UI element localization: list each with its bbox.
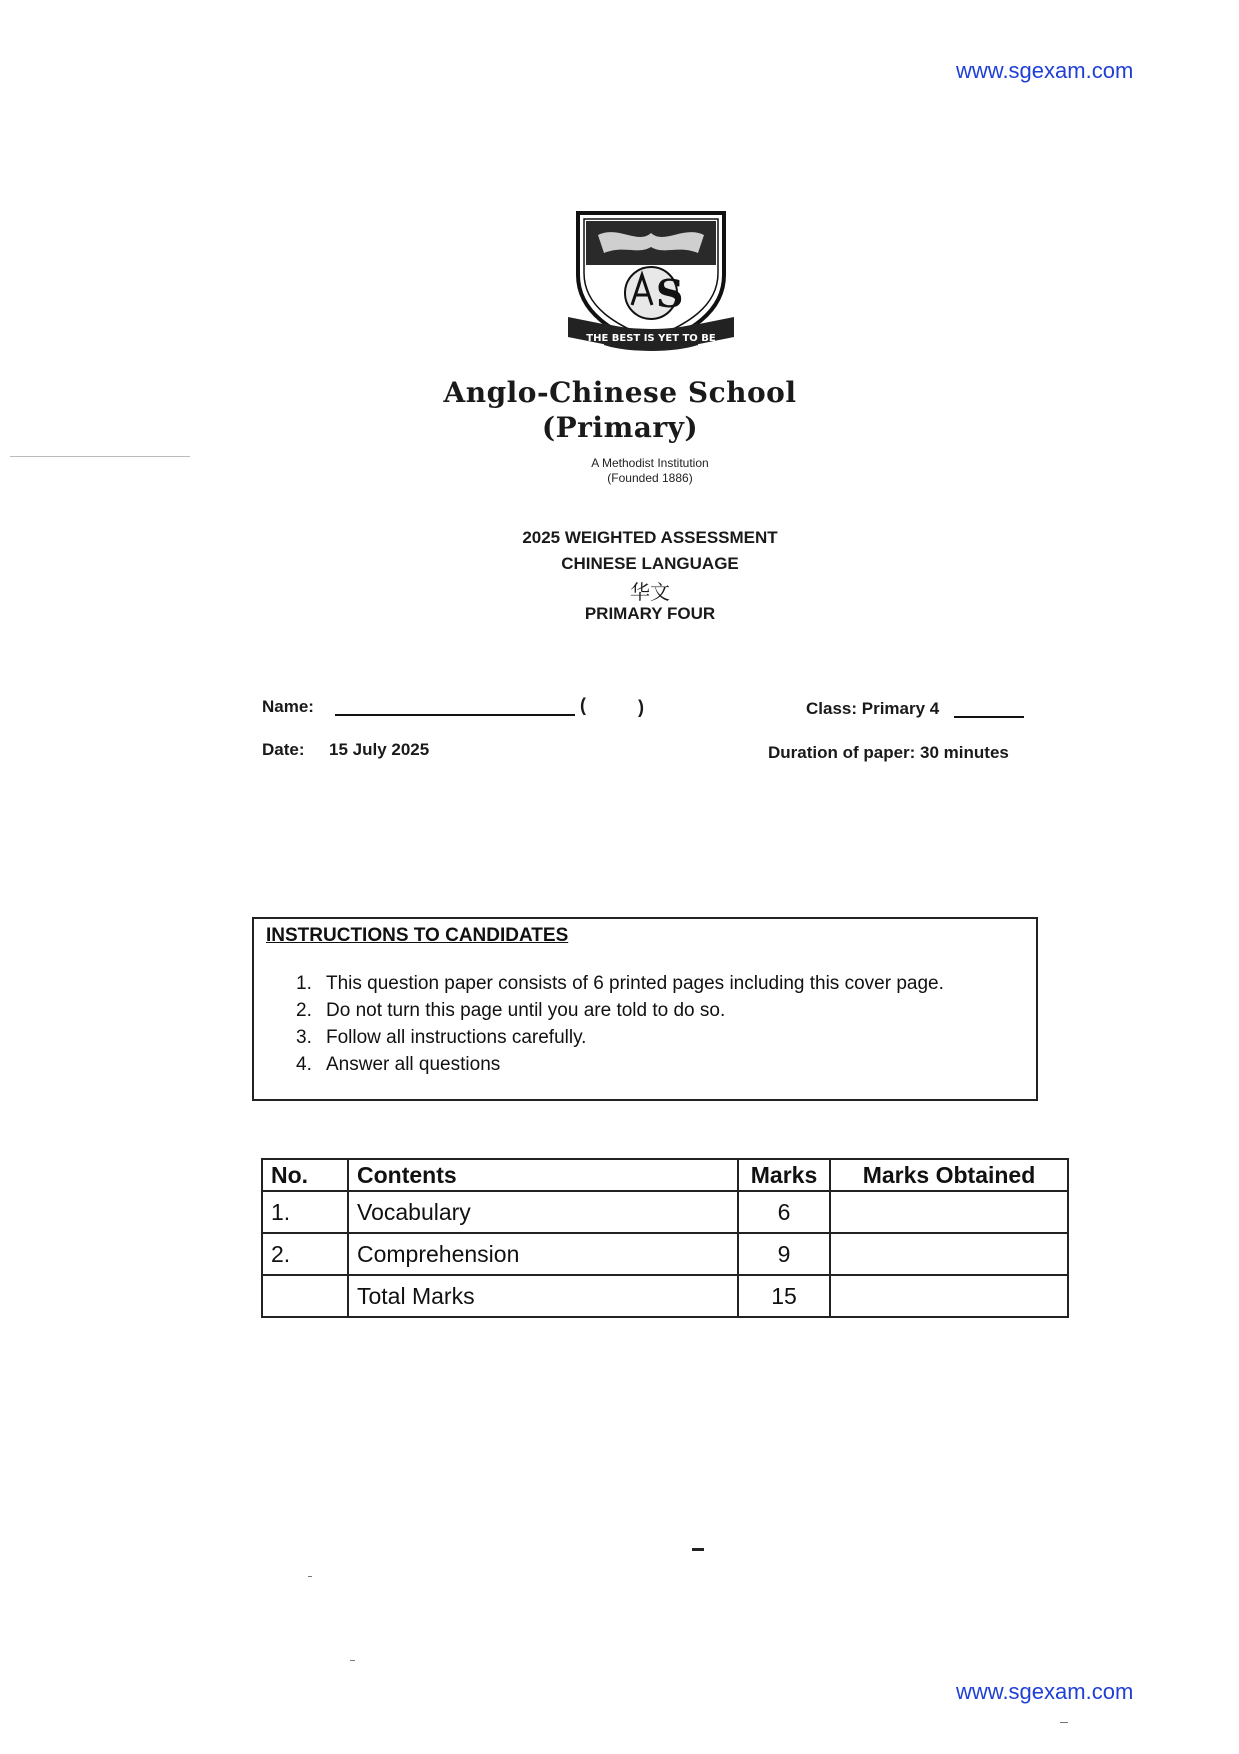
school-division: (Primary) bbox=[541, 411, 699, 444]
instruction-item: 2. Do not turn this page until you are told to do so. bbox=[296, 1000, 726, 1021]
header-no: No. bbox=[262, 1159, 348, 1191]
instruction-item: 3. Follow all instructions carefully. bbox=[296, 1027, 587, 1048]
subject-title: CHINESE LANGUAGE bbox=[561, 554, 739, 573]
instructions-list bbox=[296, 970, 944, 1078]
register-number-close: ) bbox=[638, 697, 644, 717]
header-marks: Marks bbox=[738, 1159, 830, 1191]
total-no bbox=[262, 1275, 348, 1317]
header-marks-obtained: Marks Obtained bbox=[830, 1159, 1068, 1191]
class-field[interactable] bbox=[954, 716, 1024, 718]
marks-table bbox=[261, 1158, 1069, 1318]
row-no: 2. bbox=[262, 1233, 348, 1275]
table-header-row bbox=[262, 1159, 1068, 1191]
school-crest-logo bbox=[568, 205, 734, 361]
name-label: Name: bbox=[262, 697, 314, 716]
assessment-title: 2025 WEIGHTED ASSESSMENT bbox=[522, 528, 778, 547]
scan-speck bbox=[692, 1548, 704, 1551]
total-marks-obtained[interactable] bbox=[830, 1275, 1068, 1317]
subject-chinese: 华文 bbox=[630, 580, 670, 604]
scan-speck bbox=[308, 1576, 312, 1577]
total-label: Total Marks bbox=[348, 1275, 738, 1317]
class-label: Class: Primary 4 bbox=[806, 699, 940, 718]
row-contents: Vocabulary bbox=[348, 1191, 738, 1233]
svg-text:S: S bbox=[656, 271, 684, 316]
row-marks: 6 bbox=[738, 1191, 830, 1233]
table-row bbox=[262, 1233, 1068, 1275]
header-contents: Contents bbox=[348, 1159, 738, 1191]
row-marks-obtained[interactable] bbox=[830, 1191, 1068, 1233]
founded-year: (Founded 1886) bbox=[607, 471, 693, 485]
watermark-top: www.sgexam.com bbox=[956, 58, 1134, 83]
institution-type: A Methodist Institution bbox=[591, 456, 709, 470]
row-marks-obtained[interactable] bbox=[830, 1233, 1068, 1275]
scan-speck bbox=[1060, 1722, 1068, 1723]
register-number-open: ( bbox=[580, 695, 586, 715]
table-row bbox=[262, 1191, 1068, 1233]
table-total-row bbox=[262, 1275, 1068, 1317]
instructions-title: INSTRUCTIONS TO CANDIDATES bbox=[266, 925, 569, 946]
instruction-item: 4. Answer all questions bbox=[296, 1054, 501, 1075]
date-value: 15 July 2025 bbox=[329, 740, 430, 759]
watermark-bottom: www.sgexam.com bbox=[956, 1679, 1134, 1704]
crest-motto: THE BEST IS YET TO BE bbox=[586, 333, 716, 344]
level-title: PRIMARY FOUR bbox=[584, 604, 716, 623]
duration-label: Duration of paper: 30 minutes bbox=[768, 743, 1009, 762]
row-marks: 9 bbox=[738, 1233, 830, 1275]
scan-speck bbox=[10, 456, 190, 457]
row-no: 1. bbox=[262, 1191, 348, 1233]
school-name: Anglo-Chinese School bbox=[443, 376, 797, 409]
instruction-item: 1. This question paper consists of 6 printed pages including this cover page. bbox=[296, 973, 944, 994]
scan-speck bbox=[350, 1660, 355, 1661]
total-marks: 15 bbox=[738, 1275, 830, 1317]
row-contents: Comprehension bbox=[348, 1233, 738, 1275]
date-label: Date: bbox=[262, 740, 305, 759]
name-field[interactable] bbox=[335, 714, 575, 716]
